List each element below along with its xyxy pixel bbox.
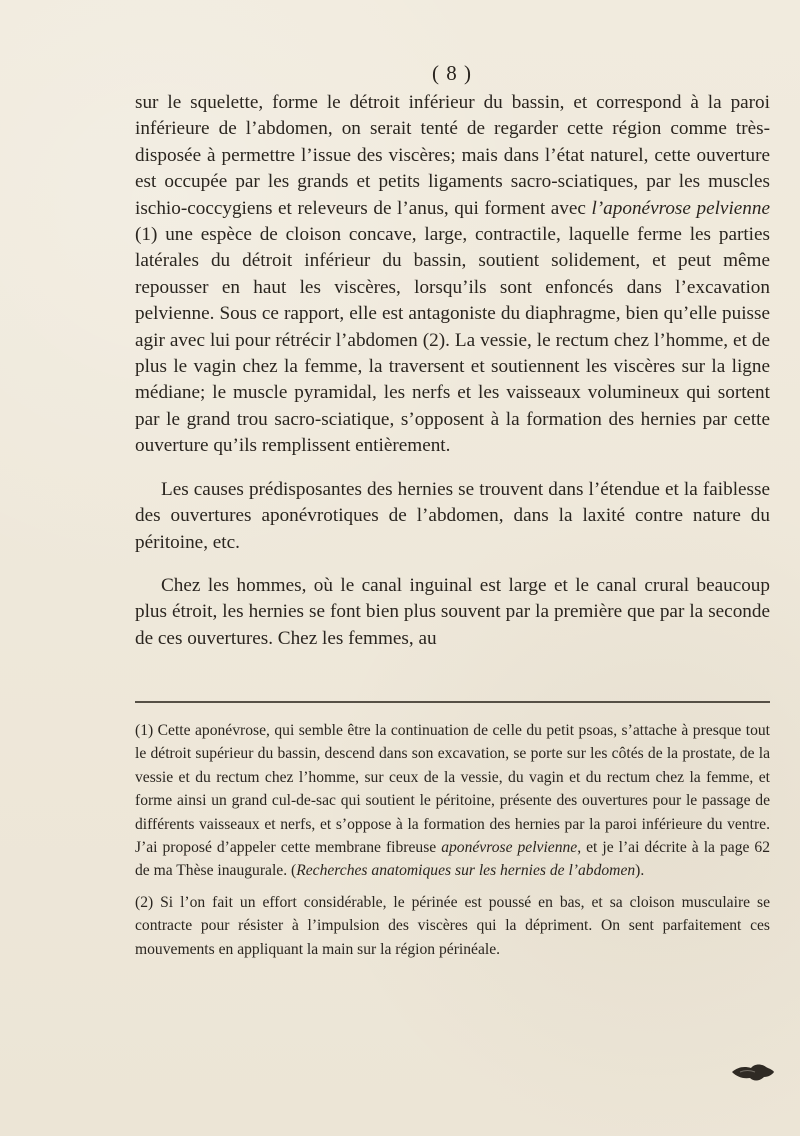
printer-ornament [730, 1060, 776, 1084]
paragraph-1-part-2: (1) une espèce de cloison concave, large, contractile, laquelle ferme les parties latérales du détroit inférieur du bassin, soutient solidement, et peut même repousser en haut les viscères, lorsqu’ils sont enfoncés dans l’excavation pelvienne. Sous ce rapport, elle est antagoniste du diaphragme, bien qu’elle puisse agir avec lui pour rétrécir l’abdomen (2). La vessie, le rectum chez l’homme, et de plus le vagin chez la femme, la traversent et soutiennent les viscères sur la ligne médiane; le muscle pyramidal, les nerfs et les vaisseaux volumineux qui sortent par le grand trou sacro-sciatique, s’opposent à la formation des hernies par cette ouverture qu’ils remplissent entièrement. [135, 224, 770, 457]
main-text [135, 90, 770, 669]
footnote-2: (2) Si l’on fait un effort considérable, le périnée est poussé en bas, et sa cloison musculaire se contracte pour résister à l’impulsion des viscères qui la dépriment. On sent parfaitement ces mouvements en appliquant la main sur la région périnéale. [135, 893, 770, 958]
footnote-1-italic-term: aponévrose pelvienne [441, 839, 578, 857]
footnote-1-italic-title: Recherches anatomiques sur les hernies de l’abdomen [296, 862, 636, 880]
paragraph-2: Les causes prédisposantes des hernies se trouvent dans l’étendue et la faiblesse des ouvertures aponévrotiques de l’abdomen, dans la laxité contre nature du péritoine, etc. [135, 478, 770, 553]
paragraph-1 [135, 90, 770, 460]
footnotes [135, 719, 770, 969]
footnote-1-suffix: ). [635, 862, 645, 880]
footnote-1-prefix: (1) Cette aponévrose, qui semble être la continuation de celle du petit psoas, s’attache à presque tout le détroit supérieur du bassin, descend dans son excavation, se porte sur les côtés de la prostate, de la vessie et du rectum chez l’homme, sur ceux de la vessie, du vagin et du rectum chez la femme, et forme ainsi un grand cul-de-sac qui soutient le péritoine, présente des ouvertures pour le passage de différents vaisseaux et nerfs, et s’oppose à la formation des hernies par la paroi inférieure du ventre. J’ai proposé d’appeler cette membrane fibreuse [135, 722, 770, 857]
paragraph-1-part-1: sur le squelette, forme le détroit inférieur du bassin, et correspond à la paroi inférieure de l’abdomen, on serait tenté de regarder cette région comme très-disposée à permettre l’issue des viscères; mais dans l’état naturel, cette ouverture est occupée par les grands et petits ligaments sacro-sciatiques, par les muscles ischio-coccygiens et releveurs de l’anus, qui forment avec [135, 92, 770, 219]
page-content [135, 61, 770, 1061]
paragraph-1-italic-term: l’aponévrose pelvienne [591, 197, 770, 219]
footnote-1-middle: , et je l’ai décrite à la page 62 de ma Thèse inaugurale. ( [135, 839, 770, 880]
page-number: ( 8 ) [432, 61, 472, 85]
footnote-1 [135, 719, 770, 883]
paragraph-3: Chez les hommes, où le canal inguinal est large et le canal crural beaucoup plus étroit, les hernies se font bien plus souvent par la première que par la seconde de ces ouvertures. Chez les femmes, au [135, 574, 770, 649]
footnote-divider [135, 701, 770, 703]
